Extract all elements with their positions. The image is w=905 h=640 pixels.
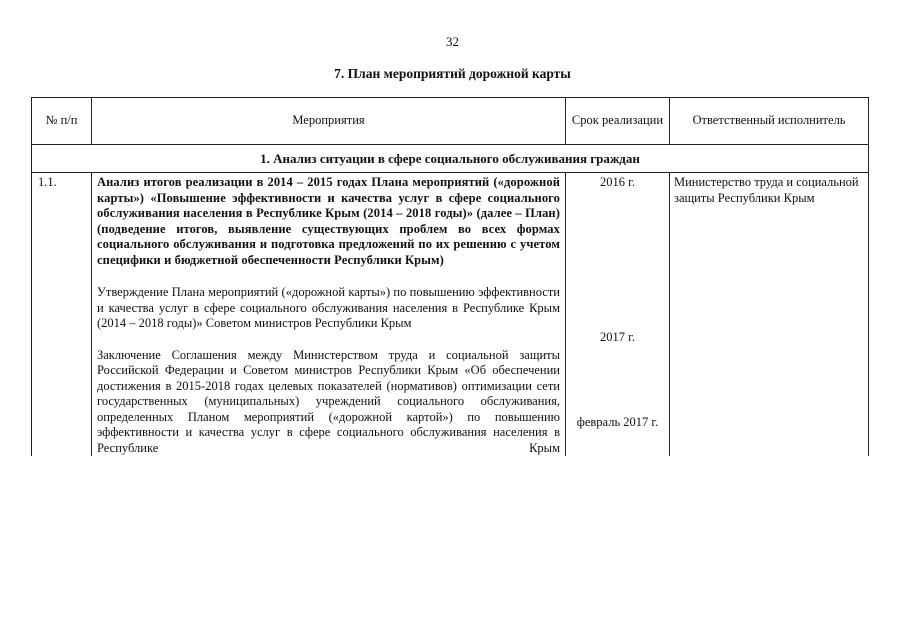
row-activities	[92, 173, 566, 457]
header-term: Срок реализации	[566, 98, 670, 145]
table-header-row	[32, 98, 869, 145]
header-number: № п/п	[32, 98, 92, 145]
header-activities: Мероприятия	[92, 98, 566, 145]
activity-term: 2016 г.	[600, 175, 635, 189]
page-number: 32	[446, 34, 459, 49]
section-title: 7. План мероприятий дорожной карты	[334, 66, 571, 81]
row-number: 1.1.	[32, 173, 92, 457]
road-map-table	[31, 97, 869, 456]
section-row	[32, 145, 869, 173]
activity-text: Анализ итогов реализации в 2014 – 2015 годах Плана мероприятий («дорожной карты») «Повышение эффективности и качества услуг в сфере социального обслуживания населения в Республике Крым (2014 – 2018 годы)» (далее – План) (подведение итогов, выявление существующих проблем во всех формах социального обслуживания и подготовка предложений по их решению с учетом специфики и бюджетной обеспеченности Республики Крым)	[97, 175, 560, 267]
activity-term: 2017 г.	[600, 329, 635, 344]
row-terms	[566, 173, 670, 457]
activity-term: февраль 2017 г.	[576, 415, 659, 429]
table-row	[32, 173, 869, 457]
activity-text: Заключение Соглашения между Министерством труда и социальной защиты Российской Федерации и Советом министров Республики Крым «Об обеспечении достижения в 2015-2018 годах целевых показателей (нормативов) оптимизации сети государственных (муниципальных) учреждений социального обслуживания, определенных Планом мероприятий («дорожной картой») по повышению эффективности и качества услуг в сфере социального обслуживания населения в Республике Крым	[97, 347, 560, 455]
section-row-title: 1. Анализ ситуации в сфере социального обслуживания граждан	[32, 145, 869, 173]
row-responsible: Министерство труда и социальной защиты Республики Крым	[670, 173, 869, 457]
header-responsible: Ответственный исполнитель	[670, 98, 869, 145]
activity-text: Утверждение Плана мероприятий («дорожной карты») по повышению эффективности и качества услуг в сфере социального обслуживания населения в Республике Крым (2014 – 2018 годы)» Советом министров Республики Крым	[97, 285, 560, 330]
